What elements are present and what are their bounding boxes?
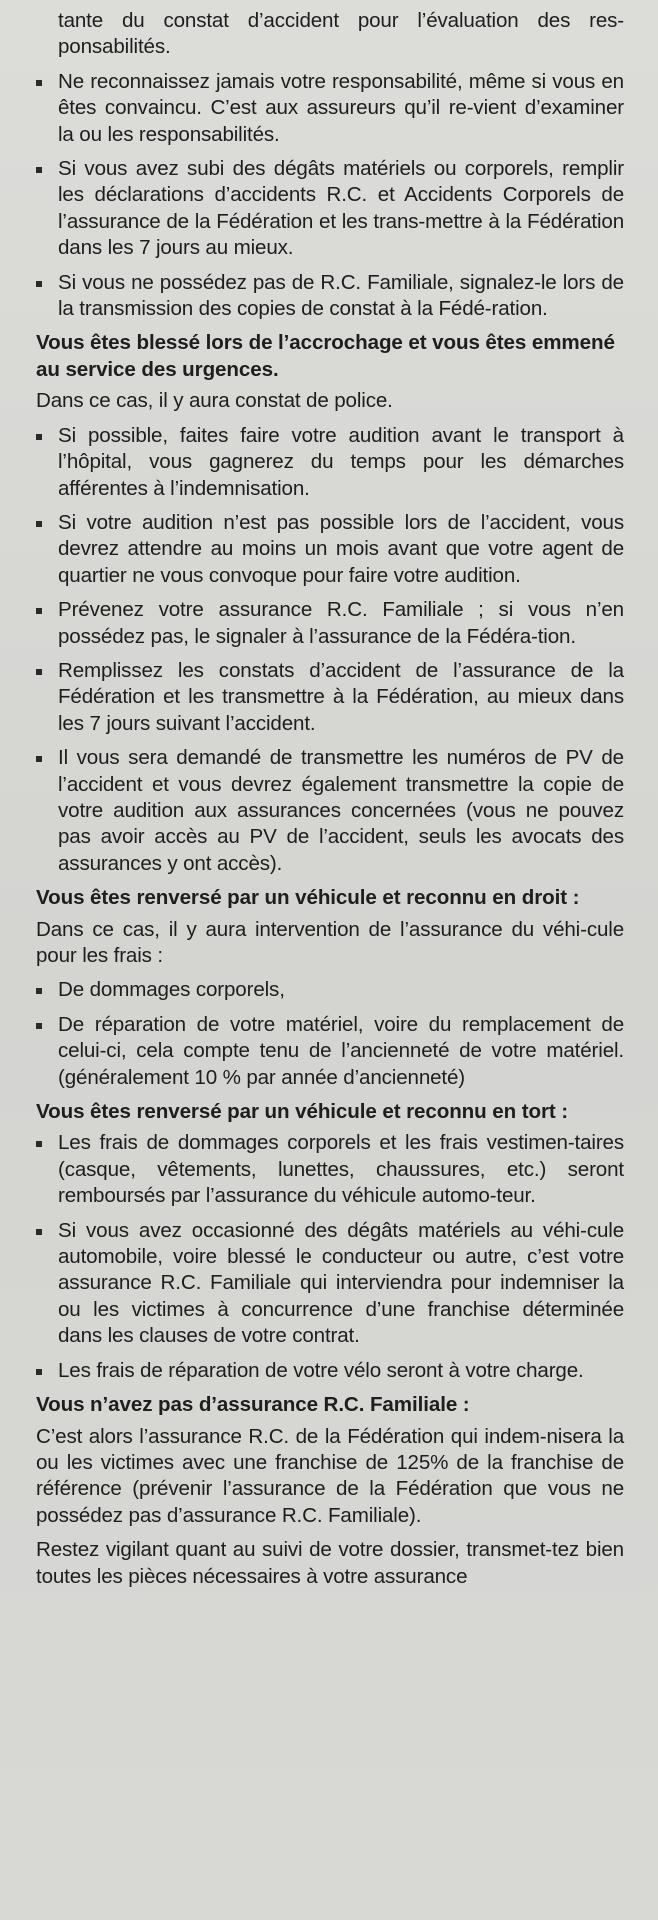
bullet-item bbox=[36, 745, 624, 877]
bullet-item bbox=[36, 597, 624, 650]
bullet-item bbox=[36, 977, 624, 1003]
paragraph: Restez vigilant quant au suivi de votre dossier, transmet-tez bien toutes les pièces nécessaires à votre assurance bbox=[36, 1538, 624, 1588]
bullet-item bbox=[36, 1130, 624, 1209]
square-bullet-icon bbox=[36, 167, 42, 173]
bullet-text: De dommages corporels, bbox=[58, 978, 285, 1002]
square-bullet-icon bbox=[36, 1141, 42, 1147]
bullet-text: Si votre audition n’est pas possible lors de l’accident, vous devrez attendre au moins un mois avant que votre agent de quartier ne vous convoque pour faire votre audition. bbox=[58, 510, 624, 587]
bullet-item bbox=[36, 270, 624, 323]
continued-bullet-text bbox=[36, 8, 624, 61]
bullet-text: Si vous avez subi des dégâts matériels ou corporels, remplir les déclarations d’accidents R.C. et Accidents Corporels de l’assurance de la Fédération et les trans-mettre à la Fédération dans les 7 jours au mieux. bbox=[58, 157, 624, 260]
bullet-text: Remplissez les constats d’accident de l’assurance de la Fédération et les transmettre à la Fédération, au mieux dans les 7 jours suivant l’accident. bbox=[58, 658, 624, 735]
section-heading: Vous n’avez pas d’assurance R.C. Familiale : bbox=[36, 1393, 470, 1417]
bullet-item bbox=[36, 1012, 624, 1091]
bullet-text: Il vous sera demandé de transmettre les numéros de PV de l’accident et vous devrez également transmettre la copie de votre audition aux assurances concernées (vous ne pouvez pas avoir accès au PV de l’accident, seuls les avocats des assurances y ont accès). bbox=[58, 746, 624, 875]
square-bullet-icon bbox=[36, 521, 42, 527]
bullet-item bbox=[36, 69, 624, 148]
bullet-text: Les frais de réparation de votre vélo seront à votre charge. bbox=[58, 1358, 584, 1382]
bullet-text: Ne reconnaissez jamais votre responsabilité, même si vous en êtes convaincu. C’est aux assureurs qu’il re-vient d’examiner la ou les responsabilités. bbox=[58, 69, 624, 146]
square-bullet-icon bbox=[36, 988, 42, 994]
section-heading: Vous êtes blessé lors de l’accrochage et vous êtes emmené au service des urgences. bbox=[36, 331, 615, 381]
bullet-item bbox=[36, 423, 624, 502]
paragraph: Dans ce cas, il y aura constat de police. bbox=[36, 389, 393, 413]
section-heading: Vous êtes renversé par un véhicule et reconnu en tort : bbox=[36, 1100, 568, 1124]
bullet-text: Prévenez votre assurance R.C. Familiale ; si vous n’en possédez pas, le signaler à l’assurance de la Fédéra-tion. bbox=[58, 598, 624, 648]
square-bullet-icon bbox=[36, 1023, 42, 1029]
paragraph-text: tante du constat d’accident pour l’évaluation des res-ponsabilités. bbox=[58, 9, 624, 59]
bullet-item bbox=[36, 1218, 624, 1350]
bullet-text: Les frais de dommages corporels et les frais vestimen-taires (casque, vêtements, lunettes, chaussures, etc.) seront remboursés par l’assurance du véhicule automo-teur. bbox=[58, 1131, 624, 1208]
square-bullet-icon bbox=[36, 669, 42, 675]
bullet-text: Si vous ne possédez pas de R.C. Familiale, signalez-le lors de la transmission des copies de constat à la Fédé-ration. bbox=[58, 270, 624, 321]
square-bullet-icon bbox=[36, 80, 42, 86]
bullet-item bbox=[36, 156, 624, 262]
bullet-text: Si possible, faites faire votre audition avant le transport à l’hôpital, vous gagnerez du temps pour les démarches afférentes à l’indemnisation. bbox=[58, 423, 624, 500]
bullet-item bbox=[36, 1358, 624, 1384]
bullet-text: Si vous avez occasionné des dégâts matériels au véhi-cule automobile, voire blessé le conducteur ou autre, c’est votre assurance R.C. Familiale qui interviendra pour indemniser la ou les victimes à concurrence d’une franchise déterminée dans les clauses de votre contrat. bbox=[58, 1218, 624, 1348]
square-bullet-icon bbox=[36, 281, 42, 287]
square-bullet-icon bbox=[36, 1229, 42, 1235]
paragraph: C’est alors l’assurance R.C. de la Fédération qui indem-nisera la ou les victimes avec une franchise de 125% de la franchise de référence (prévenir l’assurance de la Fédération que vous ne possédez pas d’assurance R.C. Familiale). bbox=[36, 1424, 624, 1527]
bullet-text: De réparation de votre matériel, voire du remplacement de celui-ci, cela compte tenu de l’ancienneté de votre matériel. (généralement 10 % par année d’ancienneté) bbox=[58, 1012, 624, 1089]
square-bullet-icon bbox=[36, 756, 42, 762]
section-heading: Vous êtes renversé par un véhicule et reconnu en droit : bbox=[36, 886, 580, 910]
square-bullet-icon bbox=[36, 434, 42, 440]
square-bullet-icon bbox=[36, 1369, 42, 1375]
paragraph: Dans ce cas, il y aura intervention de l’assurance du véhi-cule pour les frais : bbox=[36, 917, 624, 967]
square-bullet-icon bbox=[36, 608, 42, 614]
bullet-item bbox=[36, 510, 624, 589]
bullet-item bbox=[36, 658, 624, 737]
